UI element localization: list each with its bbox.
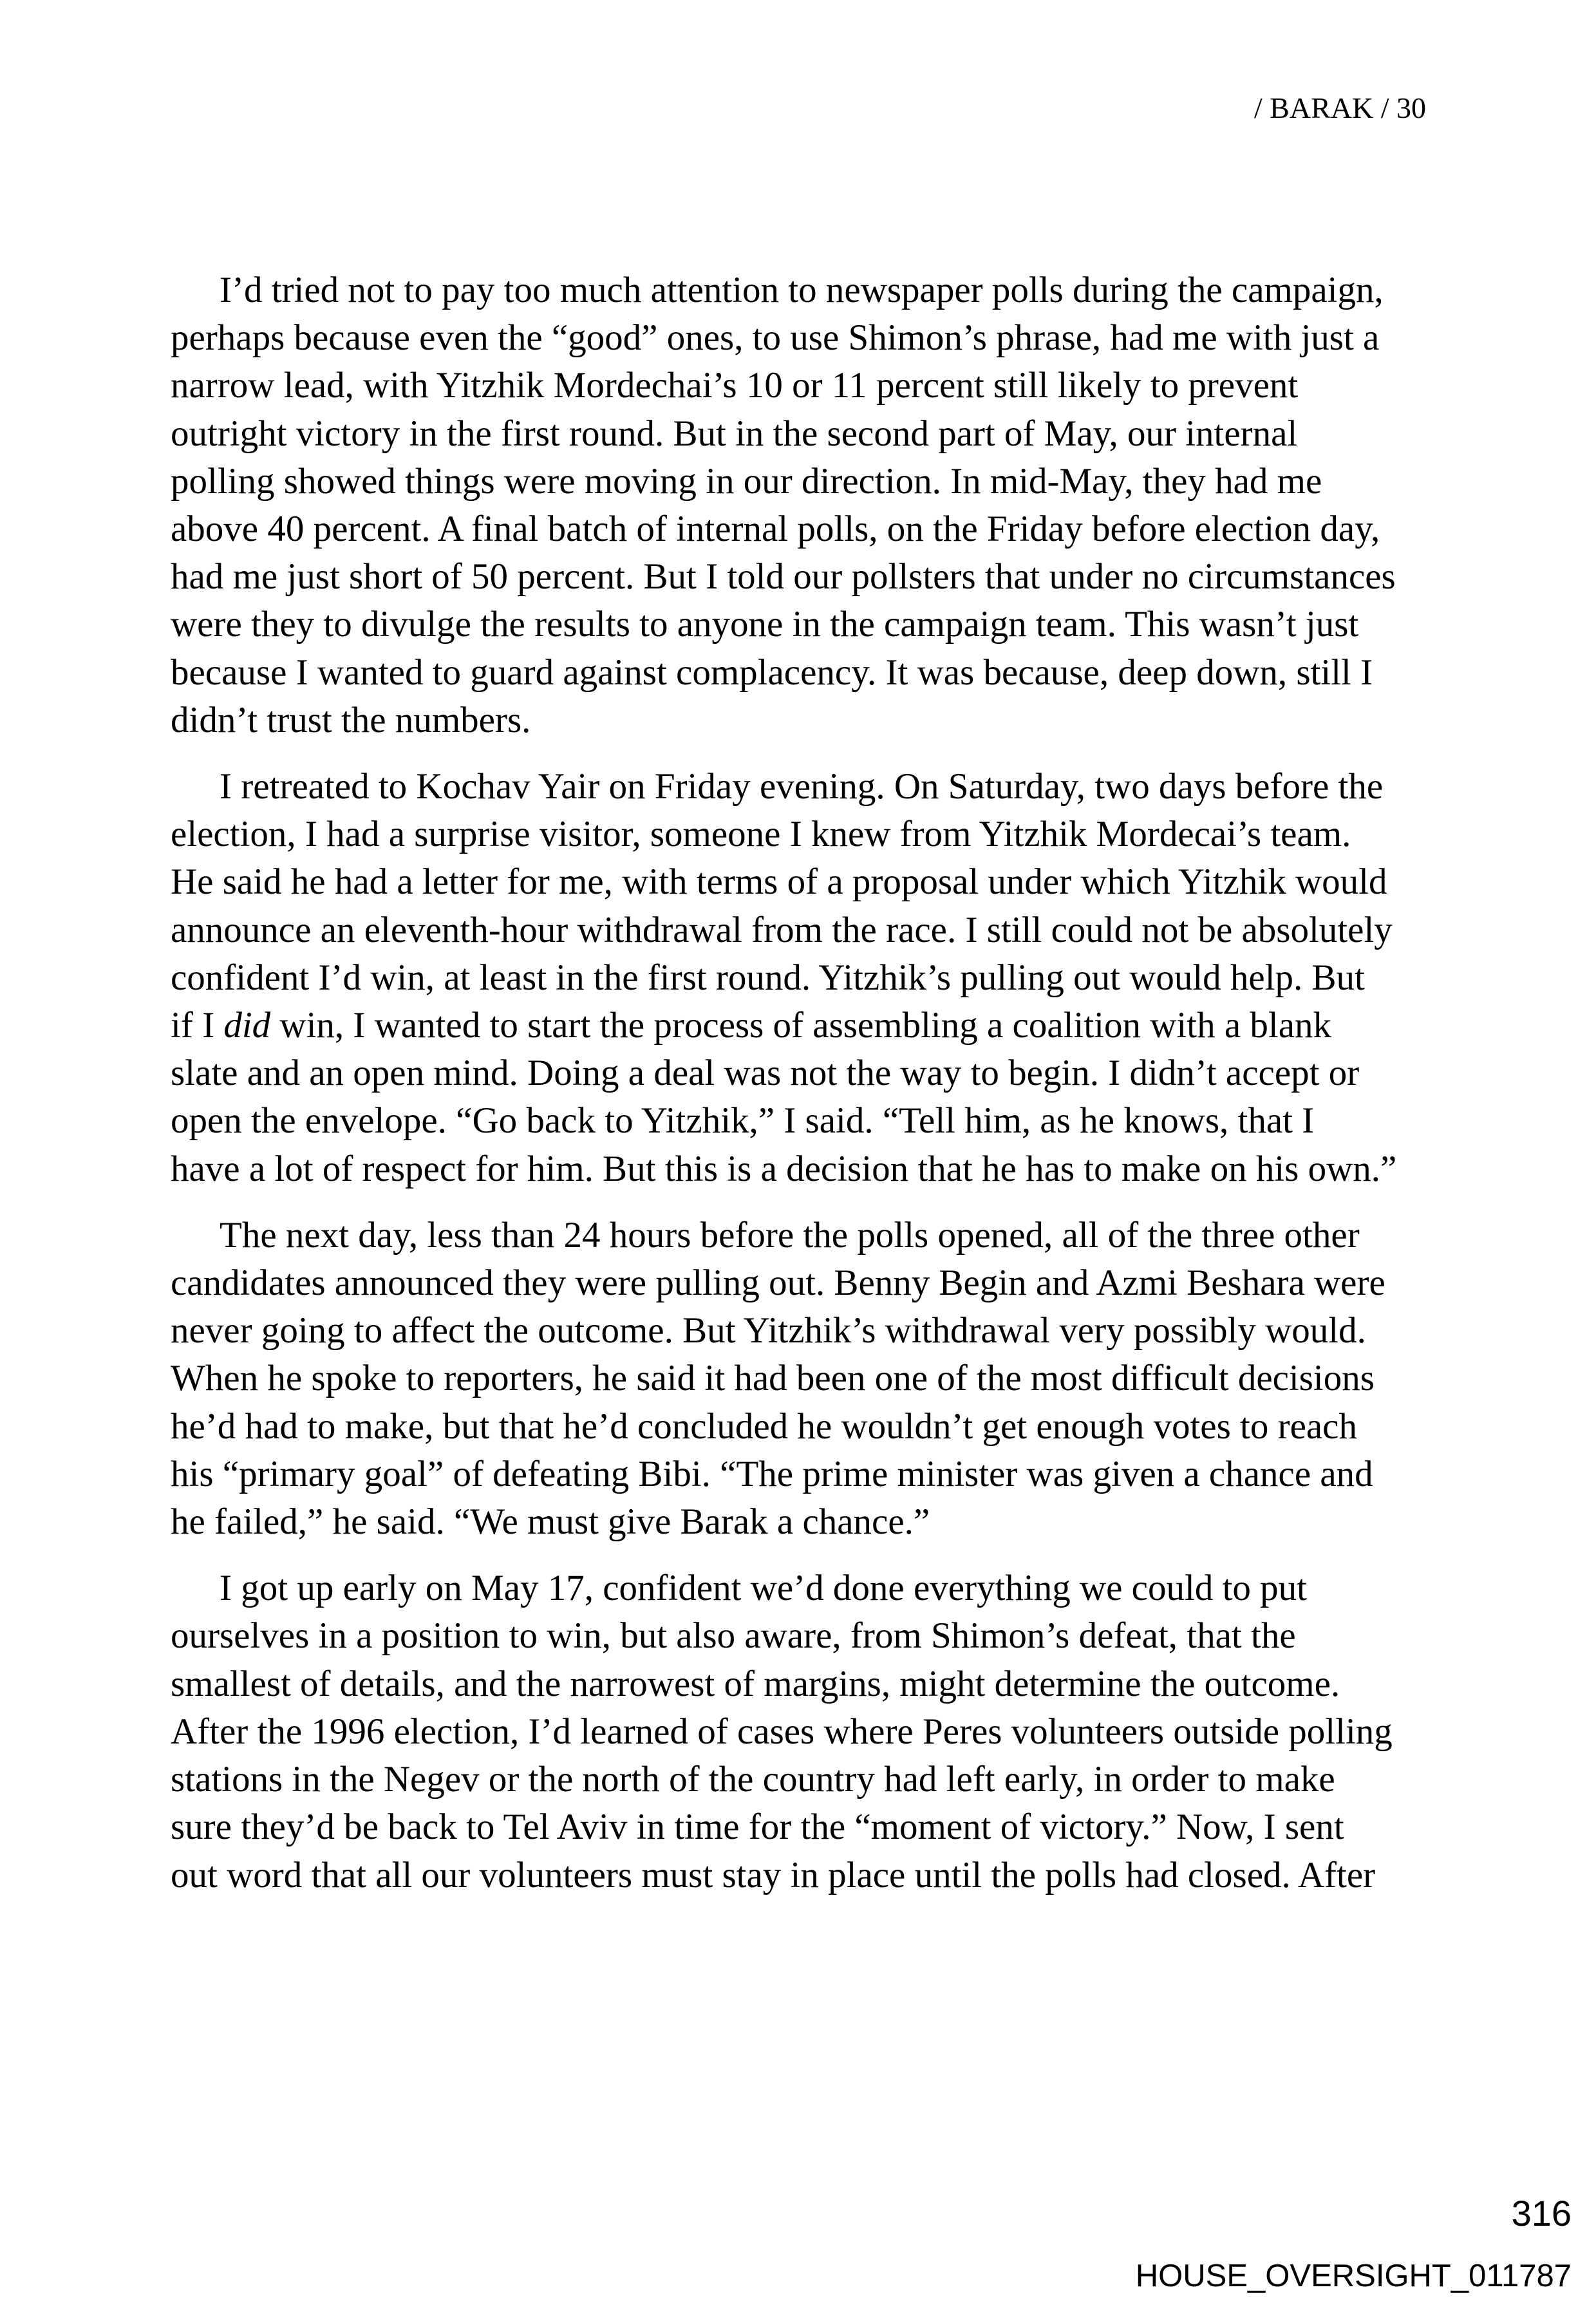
text-line: candidates announced they were pulling out. Benny Begin and Azmi Beshara were — [171, 1263, 1385, 1304]
text-line: confident I’d win, at least in the first round. Yitzhik’s pulling out would help. But — [171, 957, 1365, 998]
body-text — [171, 267, 1432, 1918]
paragraph-3 — [171, 1212, 1432, 1546]
text-line: never going to affect the outcome. But Yitzhik’s withdrawal very possibly would. — [171, 1310, 1366, 1351]
paragraph-1 — [171, 267, 1432, 744]
text-line: polling showed things were moving in our direction. In mid-May, they had me — [171, 460, 1322, 502]
text-line: didn’t trust the numbers. — [171, 699, 531, 740]
text-line: perhaps because even the “good” ones, to use Shimon’s phrase, had me with just a — [171, 317, 1380, 359]
text-line: stations in the Negev or the north of the country had left early, in order to make — [171, 1759, 1335, 1800]
text-line: I got up early on May 17, confident we’d done everything we could to put — [220, 1568, 1307, 1609]
text-line: smallest of details, and the narrowest of margins, might determine the outcome. — [171, 1663, 1340, 1704]
text-line: ourselves in a position to win, but also aware, from Shimon’s defeat, that the — [171, 1615, 1296, 1657]
text-line: because I wanted to guard against complacency. It was because, deep down, still I — [171, 652, 1373, 693]
text-line: I’d tried not to pay too much attention to newspaper polls during the campaign, — [220, 270, 1384, 310]
text-line: The next day, less than 24 hours before the polls opened, all of the three other — [220, 1214, 1360, 1255]
text-line: he’d had to make, but that he’d concluded he wouldn’t get enough votes to reach — [171, 1405, 1357, 1447]
text-line: had me just short of 50 percent. But I told our pollsters that under no circumstances — [171, 556, 1396, 597]
page-number: 316 — [1511, 2193, 1572, 2233]
text-line: He said he had a letter for me, with terms of a proposal under which Yitzhik would — [171, 861, 1387, 903]
text-line: narrow lead, with Yitzhik Mordechai’s 10 or 11 percent still likely to prevent — [171, 365, 1299, 406]
text-line: have a lot of respect for him. But this is a decision that he has to make on his own.” — [171, 1148, 1397, 1189]
emphasized-word: did — [223, 1005, 271, 1046]
running-header: / BARAK / 30 — [1253, 91, 1426, 124]
paragraph-2 — [171, 763, 1432, 1193]
text-line: After the 1996 election, I’d learned of cases where Peres volunteers outside polling — [171, 1711, 1393, 1752]
text-line: outright victory in the first round. But in the second part of May, our internal — [171, 413, 1298, 454]
text-line: he failed,” he said. “We must give Barak a chance.” — [171, 1501, 930, 1543]
text-line: When he spoke to reporters, he said it had been one of the most difficult decisions — [171, 1358, 1375, 1399]
text-line: his “primary goal” of defeating Bibi. “The prime minister was given a chance and — [171, 1453, 1373, 1494]
text-line: open the envelope. “Go back to Yitzhik,” I said. “Tell him, as he knows, that I — [171, 1100, 1315, 1142]
text-line: out word that all our volunteers must stay in place until the polls had closed. After — [171, 1854, 1376, 1895]
text-line: sure they’d be back to Tel Aviv in time for the “moment of victory.” Now, I sent — [171, 1807, 1344, 1848]
text-line-with-emphasis — [171, 1002, 1432, 1049]
text-fragment: if I — [171, 1005, 224, 1046]
paragraph-4 — [171, 1565, 1432, 1899]
text-line: slate and an open mind. Doing a deal was not the way to begin. I didn’t accept or — [171, 1053, 1360, 1094]
text-line: election, I had a surprise visitor, someone I knew from Yitzhik Mordecai’s team. — [171, 814, 1351, 855]
text-line: above 40 percent. A final batch of internal polls, on the Friday before election day, — [171, 509, 1380, 550]
text-line: were they to divulge the results to anyone in the campaign team. This wasn’t just — [171, 604, 1359, 645]
bates-stamp: HOUSE_OVERSIGHT_011787 — [1135, 2259, 1572, 2293]
text-fragment: win, I wanted to start the process of assembling a coalition with a blank — [270, 1005, 1332, 1046]
text-line: announce an eleventh-hour withdrawal from the race. I still could not be absolutely — [171, 909, 1393, 950]
text-line: I retreated to Kochav Yair on Friday evening. On Saturday, two days before the — [220, 766, 1384, 807]
